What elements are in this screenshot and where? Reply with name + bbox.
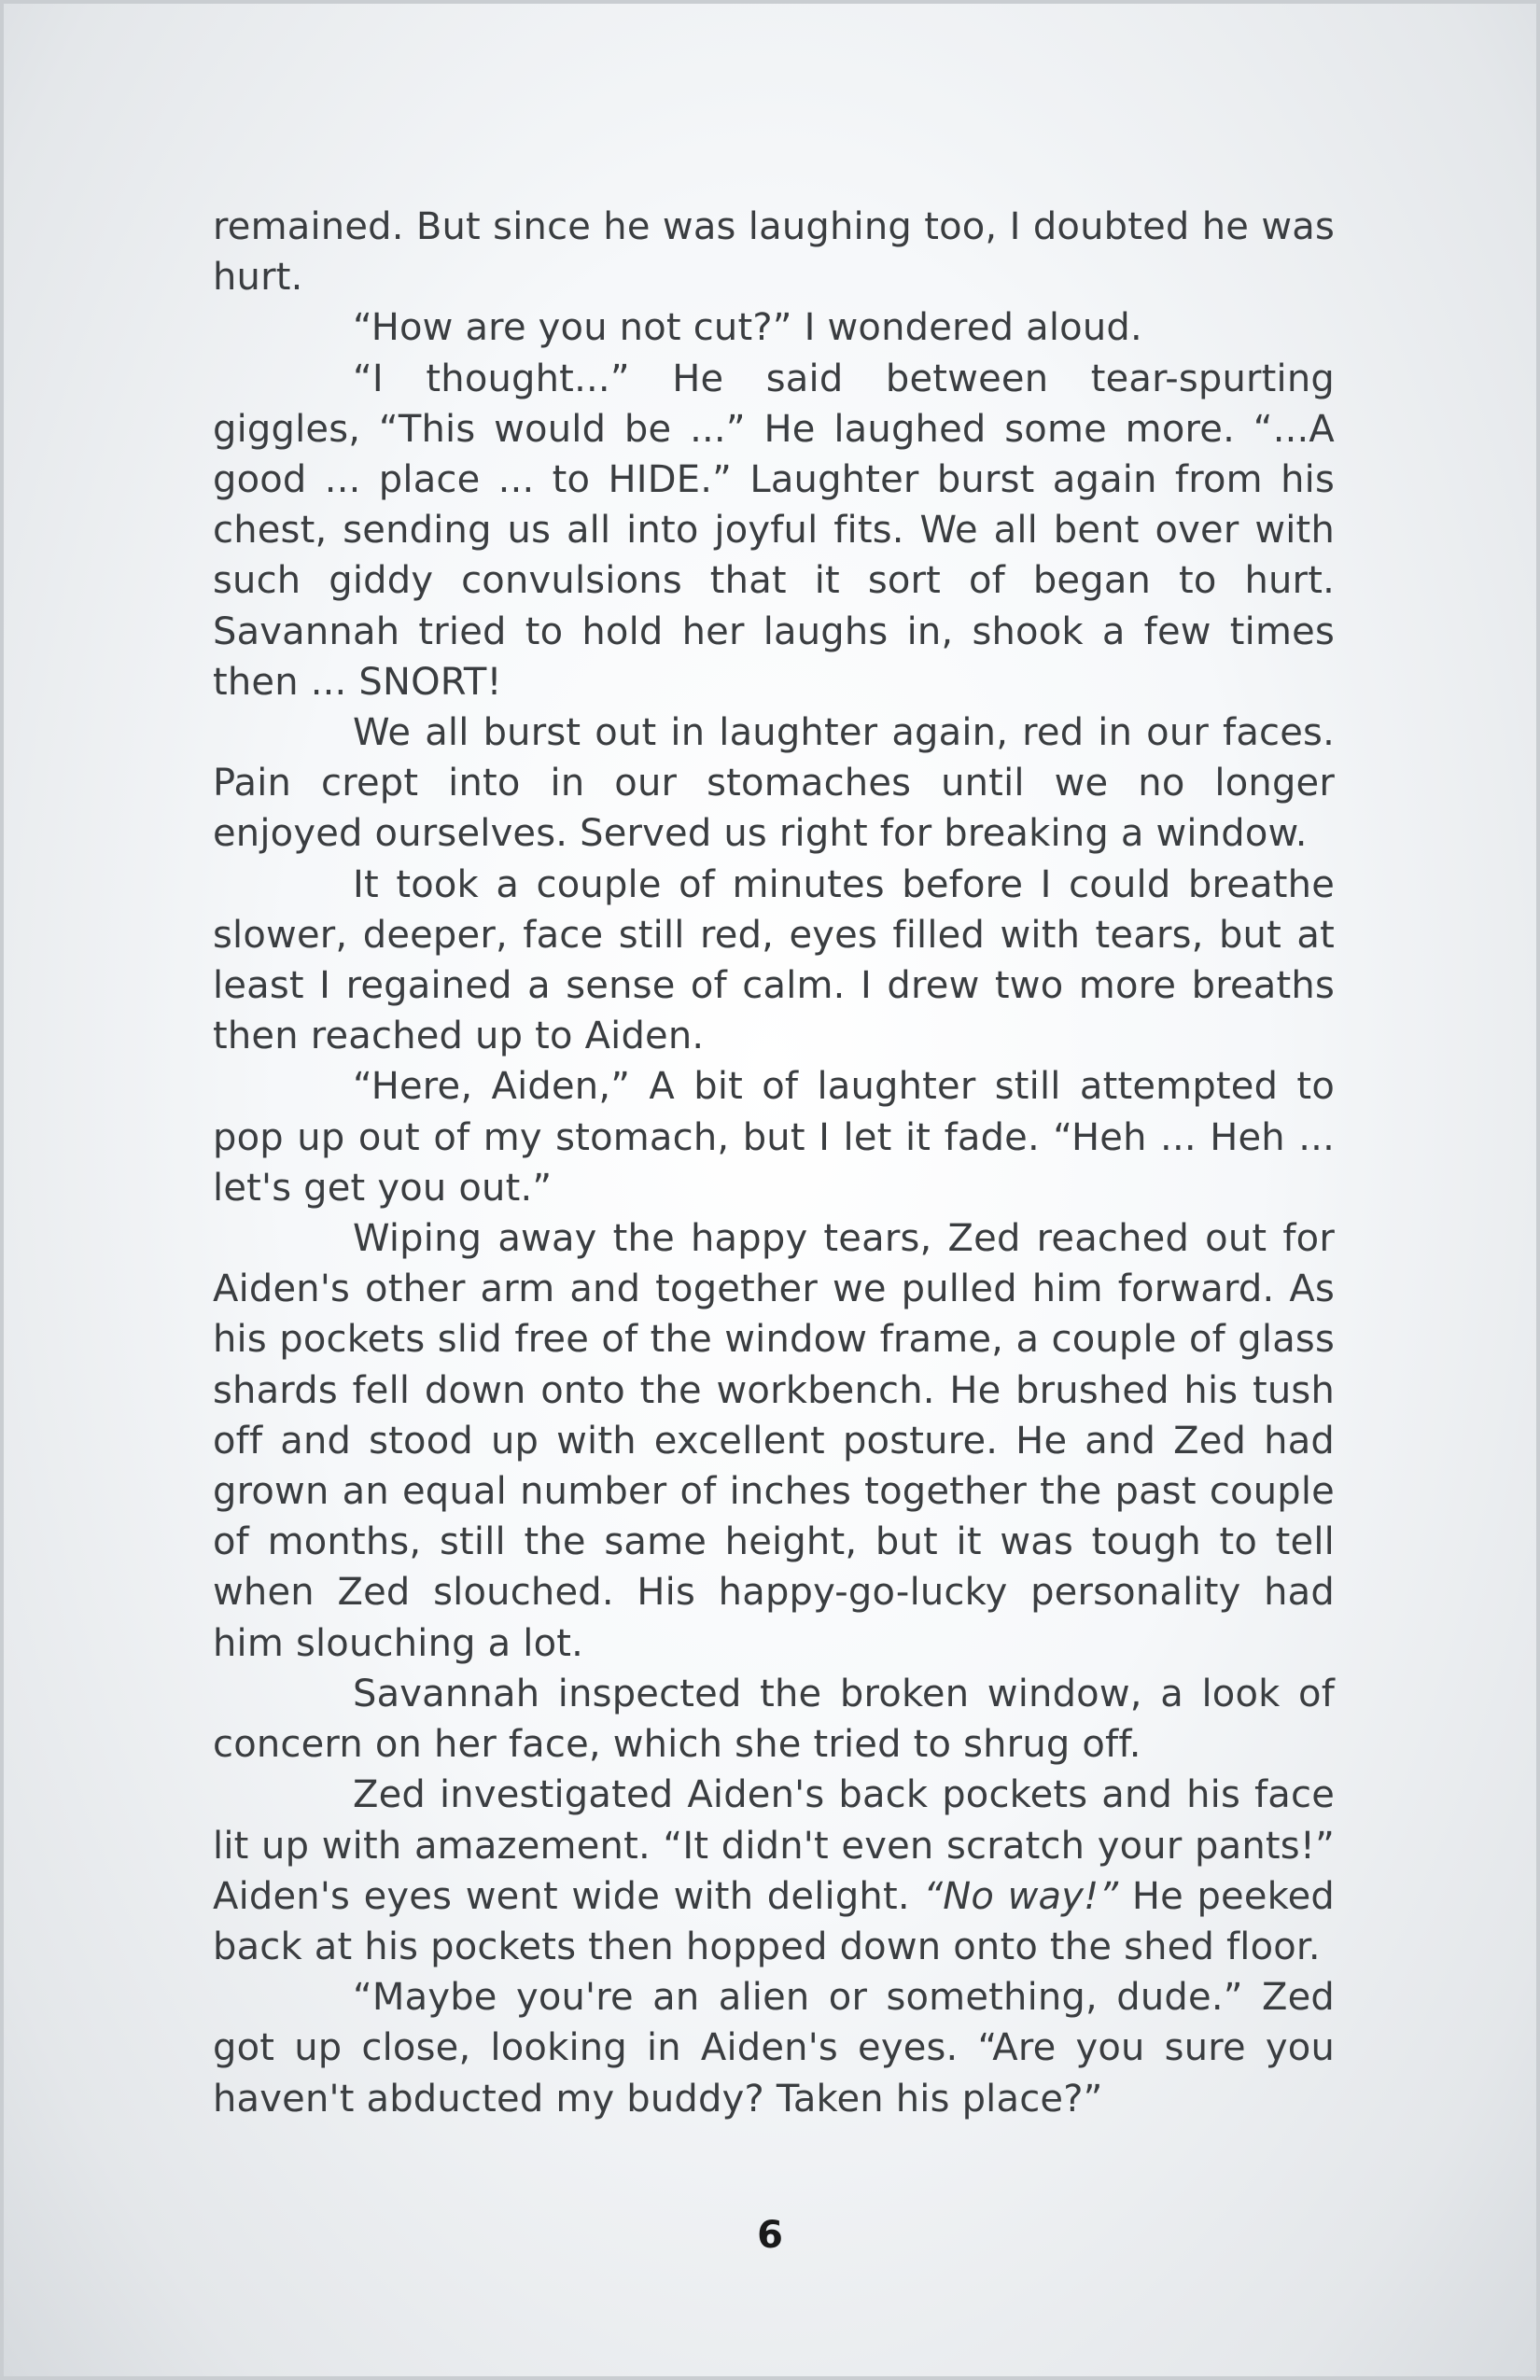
- paragraph: “I thought...” He said between tear-spurting giggles, “This would be ...” He laughed some more. “...A good ... place ... to HIDE.” Laughter burst again from his chest, sending us all into joyful fits. We all bent over with such giddy convulsions that it sort of began to hurt. Savannah tried to hold her laughs in, shook a few times then ... SNORT!: [213, 357, 1335, 704]
- paragraph: Wiping away the happy tears, Zed reached out for Aiden's other arm and together we pulled him forward. As his pockets slid free of the window frame, a couple of glass shards fell down onto the workbench. He brushed his tush off and stood up with excellent posture. He and Zed had grown an equal number of inches together the past couple of months, still the same height, but it was tough to tell when Zed slouched. His happy-go-lucky personality had him slouching a lot.: [213, 1217, 1335, 1665]
- paragraph: “Here, Aiden,” A bit of laughter still attempted to pop up out of my stomach, but I let it fade. “Heh ... Heh ... let's get you out.”: [213, 1065, 1335, 1210]
- paragraph-text: Zed investigated Aiden's back pockets and his face lit up with amazement. “It didn't even scratch your pants!” Aiden's eyes went wide with delight.: [213, 1773, 1335, 1918]
- paragraph: remained. But since he was laughing too, I doubted he was hurt.: [213, 205, 1335, 300]
- paragraph: Savannah inspected the broken window, a look of concern on her face, which she tried to shrug off.: [213, 1672, 1335, 1767]
- paragraph: We all burst out in laughter again, red in our faces. Pain crept into in our stomaches until we no longer enjoyed ourselves. Served us right for breaking a window.: [213, 711, 1335, 856]
- page-number: 6: [757, 2214, 783, 2257]
- paragraph: “How are you not cut?” I wondered aloud.: [353, 306, 1142, 350]
- paragraph: It took a couple of minutes before I could breathe slower, deeper, face still red, eyes filled with tears, but at least I regained a sense of calm. I drew two more breaths then reached up to Aiden.: [213, 862, 1335, 1058]
- paragraph-text: He peeked back at his pockets then hopped down onto the shed floor.: [213, 1874, 1336, 1968]
- paragraph: [213, 1770, 1335, 1972]
- paragraph: “Maybe you're an alien or something, dude.” Zed got up close, looking in Aiden's eyes. “Are you sure you haven't abducted my buddy? Taken his place?”: [213, 1976, 1335, 2121]
- body-text: [213, 202, 1335, 2124]
- italic-text: “No way!”: [923, 1874, 1119, 1918]
